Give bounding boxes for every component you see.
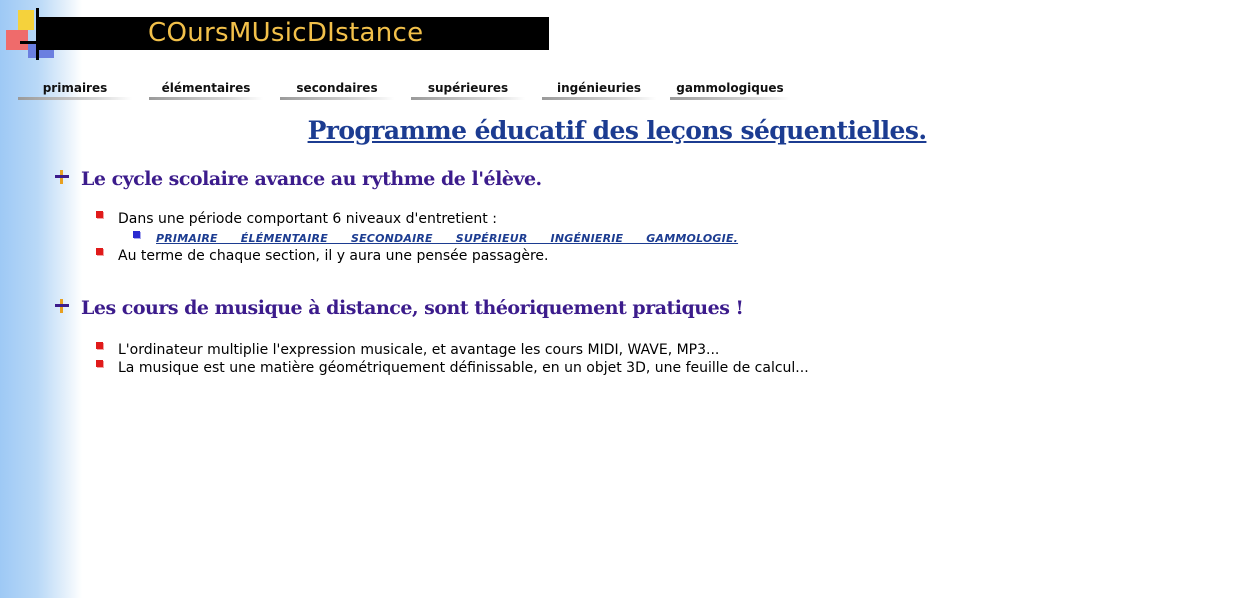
nav-item-elementaires[interactable]	[149, 80, 263, 100]
site-banner	[38, 17, 549, 50]
nav-item-secondaires[interactable]	[280, 80, 394, 100]
list-item: Au terme de chaque section, il y aura une pensée passagère.	[118, 248, 549, 264]
list-item: Dans une période comportant 6 niveaux d'entretient :	[118, 211, 497, 227]
nav-underline	[18, 97, 132, 100]
site-title: COursMUsicDIstance	[148, 18, 424, 48]
plus-bullet-icon	[55, 299, 69, 313]
sub-list-bullet	[133, 231, 140, 238]
nav-item-label: élémentaires	[161, 81, 251, 95]
plus-bullet-icon	[55, 170, 69, 184]
page-title: Programme éducatif des leçons séquentielles.	[307, 116, 927, 145]
nav-underline	[411, 97, 525, 100]
nav-item-primaires[interactable]	[18, 80, 132, 100]
nav-item-superieures[interactable]	[411, 80, 525, 100]
list-item: L'ordinateur multiplie l'expression musicale, et avantage les cours MIDI, WAVE, MP3...	[118, 342, 720, 358]
nav-item-label: supérieures	[427, 81, 509, 95]
nav-underline	[670, 97, 790, 100]
list-bullet	[96, 211, 103, 218]
levels-link[interactable]: PRIMAIRE ÉLÉMENTAIRE SECONDAIRE SUPÉRIEUR INGÉNIERIE GAMMOLOGIE.	[156, 232, 739, 245]
list-bullet	[96, 360, 103, 367]
nav-item-ingenieuries[interactable]	[542, 80, 656, 100]
list-bullet	[96, 248, 103, 255]
nav-item-label: ingénieuries	[556, 81, 642, 95]
nav-item-gammologiques[interactable]	[670, 80, 790, 100]
section-heading-text: Les cours de musique à distance, sont théoriquement pratiques !	[81, 297, 744, 319]
nav-underline	[280, 97, 394, 100]
nav-item-label: primaires	[42, 81, 108, 95]
nav-underline	[149, 97, 263, 100]
section-heading-text: Le cycle scolaire avance au rythme de l'élève.	[81, 168, 542, 190]
list-item: La musique est une matière géométriquement définissable, en un objet 3D, une feuille de calcul...	[118, 360, 809, 376]
nav-item-label: secondaires	[296, 81, 378, 95]
list-bullet	[96, 342, 103, 349]
nav-item-label: gammologiques	[676, 81, 784, 95]
nav-underline	[542, 97, 656, 100]
